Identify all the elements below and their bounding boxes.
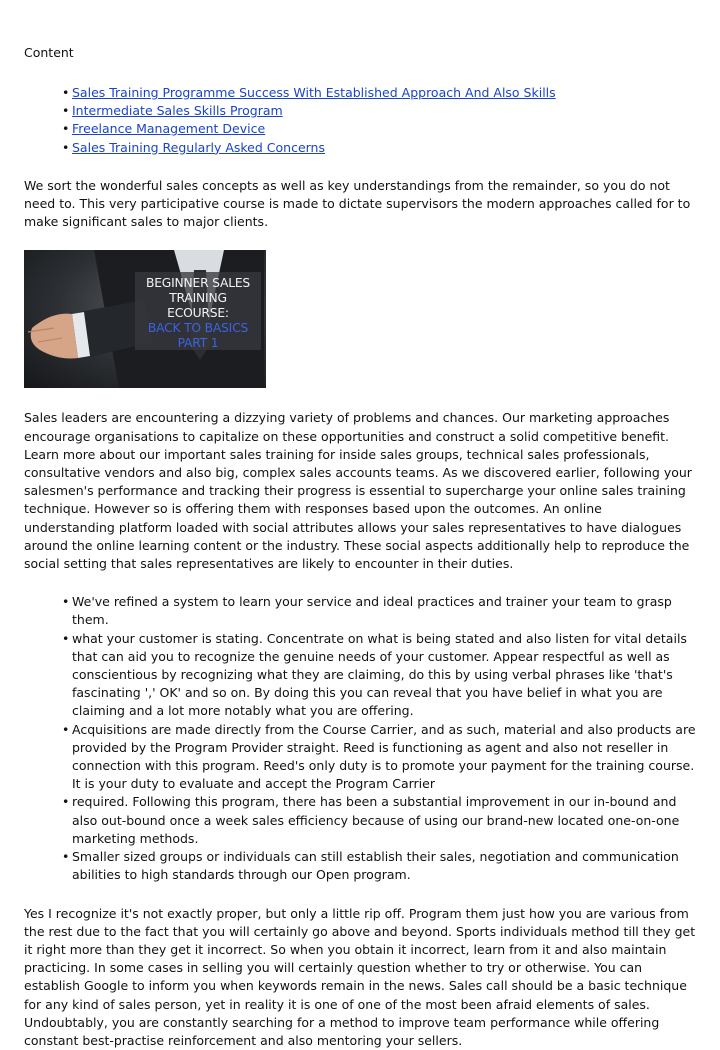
bullet-item: • We've refined a system to learn your service and ideal practices and trainer your team to grasp them. (62, 593, 696, 629)
article (24, 44, 696, 1050)
bullet-item: • what your customer is stating. Concentrate on what is being stated and also listen for vital details that can aid you to recognize the genuine needs of your customer. Appear respectful as well as conscientious by recognizing what they are claiming, do this by using verbal phrases like 'that's fascinating ',' OK' and so on. By doing this you can reveal that you have belief in what you are claiming and a lot more notably what you are offering. (62, 630, 696, 721)
body-paragraph: Sales leaders are encountering a dizzying variety of problems and chances. Our marketing approaches encourage organisations to capitalize on these opportunities and construct a solid competitive benefit. Learn more about our important sales training for inside sales groups, technical sales professionals, consultative vendors and also big, complex sales accounts teams. As we discovered earlier, following your salesmen's performance and tracking their progress is essential to supercharge your online sales training technique. However so is offering them with responses based upon the outcomes. An online understanding platform loaded with social attributes allows your sales representatives to have dialogues around the online learning content or the industry. These social aspects additionally help to reproduce the social setting that sales representatives are likely to encounter in their duties. (24, 409, 696, 573)
toc-item (62, 84, 696, 102)
toc-item (62, 120, 696, 138)
toc-item (62, 139, 696, 157)
hero-line: BEGINNER SALES (135, 276, 261, 291)
toc-link[interactable]: Sales Training Regularly Asked Concerns (72, 140, 325, 155)
bullet-item: • Smaller sized groups or individuals can still establish their sales, negotiation and communication abilities to high standards through our Open program. (62, 848, 696, 884)
closing-paragraph: Yes I recognize it's not exactly proper, but only a little rip off. Program them just how you are various from the rest due to the fact that you will certainly go above and beyond. Sports individuals method till they get it right more than they get it incorrect. So when you obtain it incorrect, learn from it and also maintain practicing. In some cases in selling you will certainly question whether to try or otherwise. You can establish Google to inform you when keywords remain in the news. Sales call should be a basic technique for any kind of sales person, yet in reality it is one of one of the most been afraid elements of sales. Undoubtably, you are constantly searching for a method to improve team performance while offering constant best-practise reinforcement and also mentoring your sellers. (24, 905, 696, 1050)
bullet-item: • Acquisitions are made directly from the Course Carrier, and as such, material and also products are provided by the Program Provider straight. Reed is functioning as agent and also not reseller in connection with this program. Reed's only duty is to promote your payment for the training course. It is your duty to evaluate and accept the Program Carrier (62, 721, 696, 794)
hero-line-accent: PART 1 (135, 336, 261, 351)
bullet-list (24, 593, 696, 884)
toc-link[interactable]: Intermediate Sales Skills Program (72, 103, 283, 118)
hero-image (24, 250, 266, 388)
hero-line: TRAINING (135, 291, 261, 306)
toc-link[interactable]: Sales Training Programme Success With Established Approach And Also Skills (72, 85, 556, 100)
toc-item (62, 102, 696, 120)
bullet-item: • required. Following this program, there has been a substantial improvement in our in-bound and also out-bound once a week sales efficiency because of using our brand-new located one-on-one marketing methods. (62, 793, 696, 848)
hero-line-accent: BACK TO BASICS (135, 321, 261, 336)
table-of-contents (24, 84, 696, 157)
hero-line: ECOURSE: (135, 306, 261, 321)
hero-caption (135, 276, 261, 351)
toc-link[interactable]: Freelance Management Device (72, 121, 265, 136)
content-heading: Content (24, 44, 696, 62)
intro-paragraph: We sort the wonderful sales concepts as well as key understandings from the remainder, so you do not need to. This very participative course is made to dictate supervisors the modern approaches called for to make significant sales to major clients. (24, 177, 696, 232)
